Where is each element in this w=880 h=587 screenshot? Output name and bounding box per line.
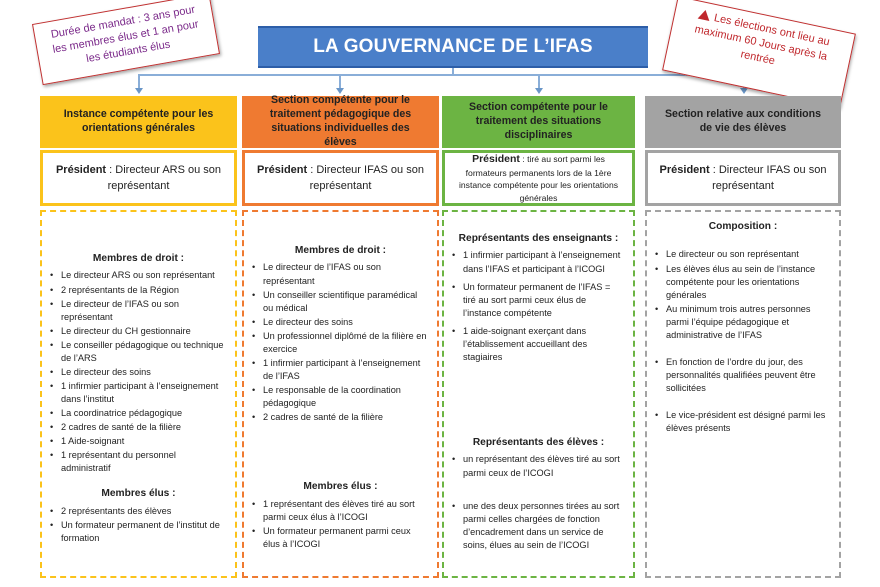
president-label: Président [472, 152, 520, 165]
members-box [442, 210, 635, 578]
president-text [255, 162, 426, 195]
arrow-down-icon [135, 88, 143, 94]
column-header-disciplinary [442, 96, 635, 148]
members-box [645, 210, 841, 578]
list-item: • Un conseiller scientifique paramédical ou médical [252, 289, 429, 315]
column-header-orientations [40, 96, 237, 148]
list-item: • Le directeur ou son représentant [655, 248, 831, 261]
president-text [455, 152, 622, 205]
section-title: Membres de droit : [294, 245, 387, 256]
page-title-text: LA GOUVERNANCE DE L’IFAS [313, 36, 593, 57]
members-section [452, 232, 625, 364]
list-item: • Le responsable de la coordination pédagogique [252, 384, 429, 410]
section-title: Membres élus : [101, 488, 176, 500]
list-item: • une des deux personnes tirées au sort parmi celles chargées de fonction d’encadrement dans un service de soins, élues au sein de l’ICOGI [452, 500, 625, 552]
elections-note [662, 0, 856, 108]
members-box [40, 210, 237, 578]
connector-drop [138, 74, 140, 88]
president-box [40, 150, 237, 206]
members-box [242, 210, 439, 578]
list-item: • Le conseiller pédagogique ou technique de l’ARS [50, 339, 227, 365]
section-title: Membres de droit : [92, 253, 185, 264]
list-item: • Le directeur du CH gestionnaire [50, 325, 227, 338]
section-title: Composition : [708, 221, 778, 232]
connector-drop [339, 74, 341, 88]
list-item: • 2 représentants des élèves [50, 505, 227, 518]
members-section [252, 244, 429, 424]
members-list [452, 453, 625, 551]
members-list [252, 498, 429, 551]
president-label: Président [659, 163, 710, 176]
connector-drop [538, 74, 540, 88]
list-item: • Le directeur des soins [252, 316, 429, 329]
members-list [50, 505, 227, 545]
list-item: • Le directeur des soins [50, 366, 227, 379]
president-value: : tiré au sort parmi les formateurs permanents lors de la 1ère instance compétente pour les orientations générales [458, 153, 619, 203]
list-item: • Les élèves élus au sein de l’instance compétente pour les orientations générales [655, 263, 831, 302]
mandate-duration-text: Durée de mandat : 3 ans pour les membres élus et 1 an pour les étudiants élus [50, 3, 200, 65]
list-item: • Au minimum trois autres personnes parmi l’équipe pédagogique et administrative de l’IFAS [655, 303, 831, 342]
list-item: • 2 représentants de la Région [50, 284, 227, 297]
president-label: Président [257, 163, 308, 176]
list-item: • Le directeur de l’IFAS ou son représentant [252, 261, 429, 287]
page-title [258, 26, 648, 68]
warning-icon [698, 9, 712, 21]
arrow-down-icon [336, 88, 344, 94]
members-list [452, 249, 625, 364]
list-item: • 1 représentant du personnel administratif [50, 449, 227, 475]
section-title: Représentants des enseignants : [458, 233, 619, 244]
president-value: : Directeur IFAS ou son représentant [709, 163, 827, 192]
president-text [53, 162, 224, 195]
column-header-text: Section compétente pour le traitement pédagogique des situations individuelles des élèves [269, 94, 412, 148]
list-item: • La coordinatrice pédagogique [50, 407, 227, 420]
members-section [655, 220, 831, 435]
members-section [50, 252, 227, 475]
list-item: • un représentant des élèves tiré au sort parmi ceux de l’ICOGI [452, 453, 625, 479]
members-section [50, 487, 227, 545]
members-list [252, 261, 429, 424]
president-label: Président [55, 163, 107, 176]
list-item: • Le vice-président est désigné parmi les élèves présents [655, 409, 831, 435]
list-item: • 2 cadres de santé de la filière [252, 411, 429, 424]
column-header-text: Instance compétente pour les orientations générales [63, 108, 214, 134]
list-item: • 1 représentant des élèves tiré au sort parmi ceux élus à l’ICOGI [252, 498, 429, 524]
list-item: • 1 aide-soignant exerçant dans l’établissement accueillant des stagiaires [452, 325, 625, 364]
arrow-down-icon [535, 88, 543, 94]
column-header-text: Section compétente pour le traitement des situations disciplinaires [469, 101, 608, 141]
list-item: • 2 cadres de santé de la filière [50, 421, 227, 434]
connector-horizontal [138, 74, 744, 76]
members-section [452, 436, 625, 552]
column-header-living-conditions [645, 96, 841, 148]
president-value: : Directeur ARS ou son représentant [106, 163, 222, 192]
members-section [252, 480, 429, 551]
column-header-pedagogical [242, 96, 439, 148]
elections-text: Les élections ont lieu au maximum 60 Jours après la rentrée [693, 12, 831, 68]
list-item: • Le directeur ARS ou son représentant [50, 269, 227, 282]
list-item: • Le directeur de l’IFAS ou son représentant [50, 298, 227, 324]
list-item: • 1 infirmier participant à l’enseignement de l’IFAS [252, 357, 429, 383]
list-item: • 1 Aide-soignant [50, 435, 227, 448]
list-item: • En fonction de l’ordre du jour, des personnalités qualifiées peuvent être sollicitées [655, 356, 831, 395]
president-box [242, 150, 439, 206]
president-value: : Directeur IFAS ou son représentant [307, 163, 424, 192]
mandate-duration-note [32, 0, 220, 85]
column-header-text: Section relative aux conditions de vie des élèves [664, 108, 821, 134]
president-box [442, 150, 635, 206]
members-list [50, 269, 227, 475]
list-item: • 1 infirmier participant à l’enseignement dans l’institut [50, 380, 227, 406]
members-list [655, 248, 831, 435]
section-title: Représentants des élèves : [472, 436, 605, 448]
president-box [645, 150, 841, 206]
list-item: • Un formateur permanent parmi ceux élus à l’ICOGI [252, 525, 429, 551]
connector-vertical [452, 68, 454, 75]
section-title: Membres élus : [303, 481, 378, 493]
list-item: • 1 infirmier participant à l’enseignement dans l’IFAS et participant à l’ICOGI [452, 249, 625, 275]
list-item: • Un professionnel diplômé de la filière en exercice [252, 330, 429, 356]
list-item: • Un formateur permanent de l’IFAS = tiré au sort parmi ceux élus de l’instance compétente [452, 281, 625, 320]
president-text [658, 162, 828, 195]
arrow-down-icon [740, 88, 748, 94]
list-item: • Un formateur permanent de l’institut de formation [50, 519, 227, 545]
